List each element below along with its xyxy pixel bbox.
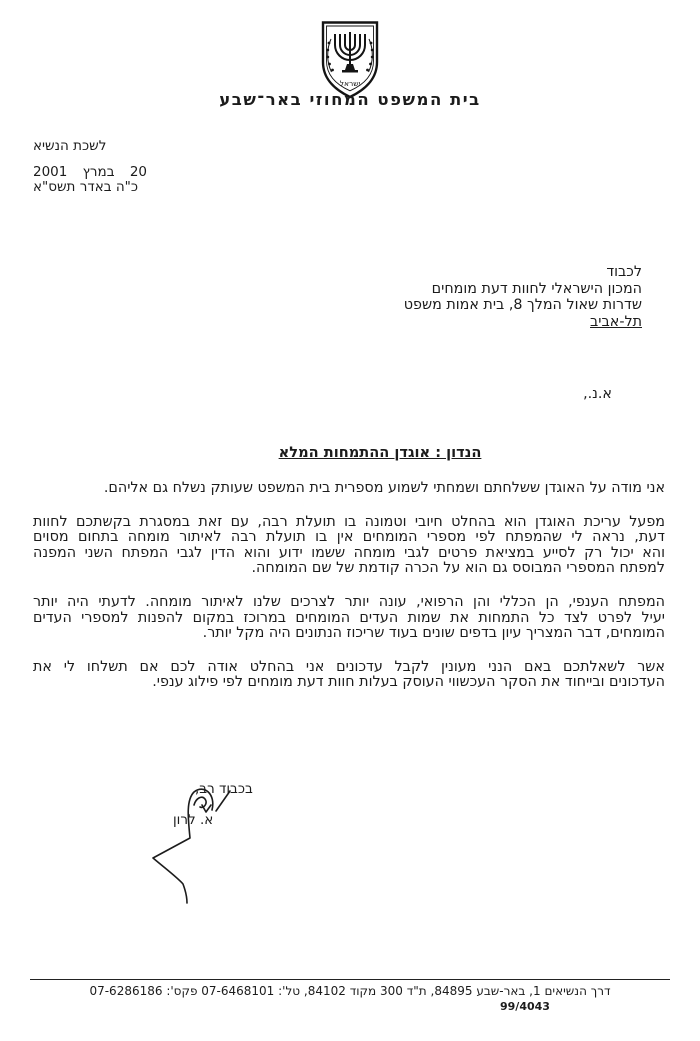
emblem-label: ישראל [339, 79, 361, 88]
paragraph-4 [33, 660, 665, 691]
body-line: אני מודה על האוגדן ששלחתם ושמחתי לשמוע מספרית בית המשפט שעותק נשלח גם אליהם. [103, 480, 665, 496]
recipient-city: תל-אביב [590, 313, 642, 330]
body-line: יעיל לפרט לצד כל התמחות את שמות העדים המומחים במרוכז במקום להפנות למספרי העדים [33, 609, 665, 626]
body-line: העדכונים ובייחוד את הסקר העכשווי העוסק בעלות חוות דעת מומחים לפי פילוג ענפי. [152, 674, 665, 691]
date-gregorian: 20 במרץ 2001 [33, 163, 148, 180]
recipient-org: המכון הישראלי לחוות דעת מומחים [431, 280, 642, 297]
letter-body [33, 481, 665, 709]
paragraph-3 [33, 595, 665, 642]
paragraph-2 [33, 515, 665, 577]
body-line: מפעל עריכת האוגדן הוא בהחלט חיובי וטמונה בו תועלת רבה, עם זאת במסגרת בקשתכם לחוות [33, 513, 665, 530]
sender-block [33, 139, 147, 195]
footer-divider [30, 979, 670, 980]
body-line: אשר לשאלתכם באם הנני מעונין לקבל עדכונים אני בהחלט אודה לכם אם תשלחו לי את [33, 658, 665, 675]
recipient-salutation: לכבוד [606, 264, 642, 280]
signature-closing: בכבוד רב, [195, 781, 253, 797]
footer-address: דרך הנשיאים 1, באר-שבע 84895, ת"ד 300 מקוד 84102, טל': 07-6468101 פקס': 07-6286186 [89, 984, 611, 998]
court-title: בית המשפט המחוזי באר־שבע [219, 90, 481, 109]
body-line: למפתח המספרי המבוסס גם הוא על הכרה קודמת של שם המומחה. [251, 560, 665, 577]
date-hebrew: כ"ה באדר תשס"א [33, 179, 139, 195]
body-line: והא יכול רק לסייע במציאת פרטים לגבי מומחה ששמו ידוע והוא הדין לגבי המפתח השני המפנה [33, 544, 665, 561]
recipient-address: שדרות שאול המלך 8, בית אמות משפט [403, 297, 642, 313]
body-line: המפתח הענפי, הן הכללי והן הרפואי, עונה יותר לצרכים שלנו לאיתור מומחה. לדעתי היה יותר [33, 593, 665, 610]
body-line: המומחים, דבר המצריך עיון בדפים שונים בעוד שריכוז הנתונים היה מקל יותר. [202, 625, 665, 642]
subject-line: הנדון : אוגדן ההתמחות המלא [278, 444, 482, 461]
sender-office: לשכת הנשיא [33, 138, 107, 154]
doc-number: 99/4043 [500, 1000, 550, 1013]
israel-state-emblem-icon [314, 20, 386, 100]
recipient-block [404, 264, 642, 330]
body-line: דעת, נראה לי שהמפתח לפי מספרי המומחים אין בו תועלת רבה לאיתור מומחה בתחום מסוים [33, 529, 665, 546]
signature-name: א. לרון [173, 812, 214, 828]
handwritten-signature-icon [128, 778, 248, 913]
paragraph-1 [33, 481, 665, 497]
greeting: א.נ., [583, 386, 612, 402]
